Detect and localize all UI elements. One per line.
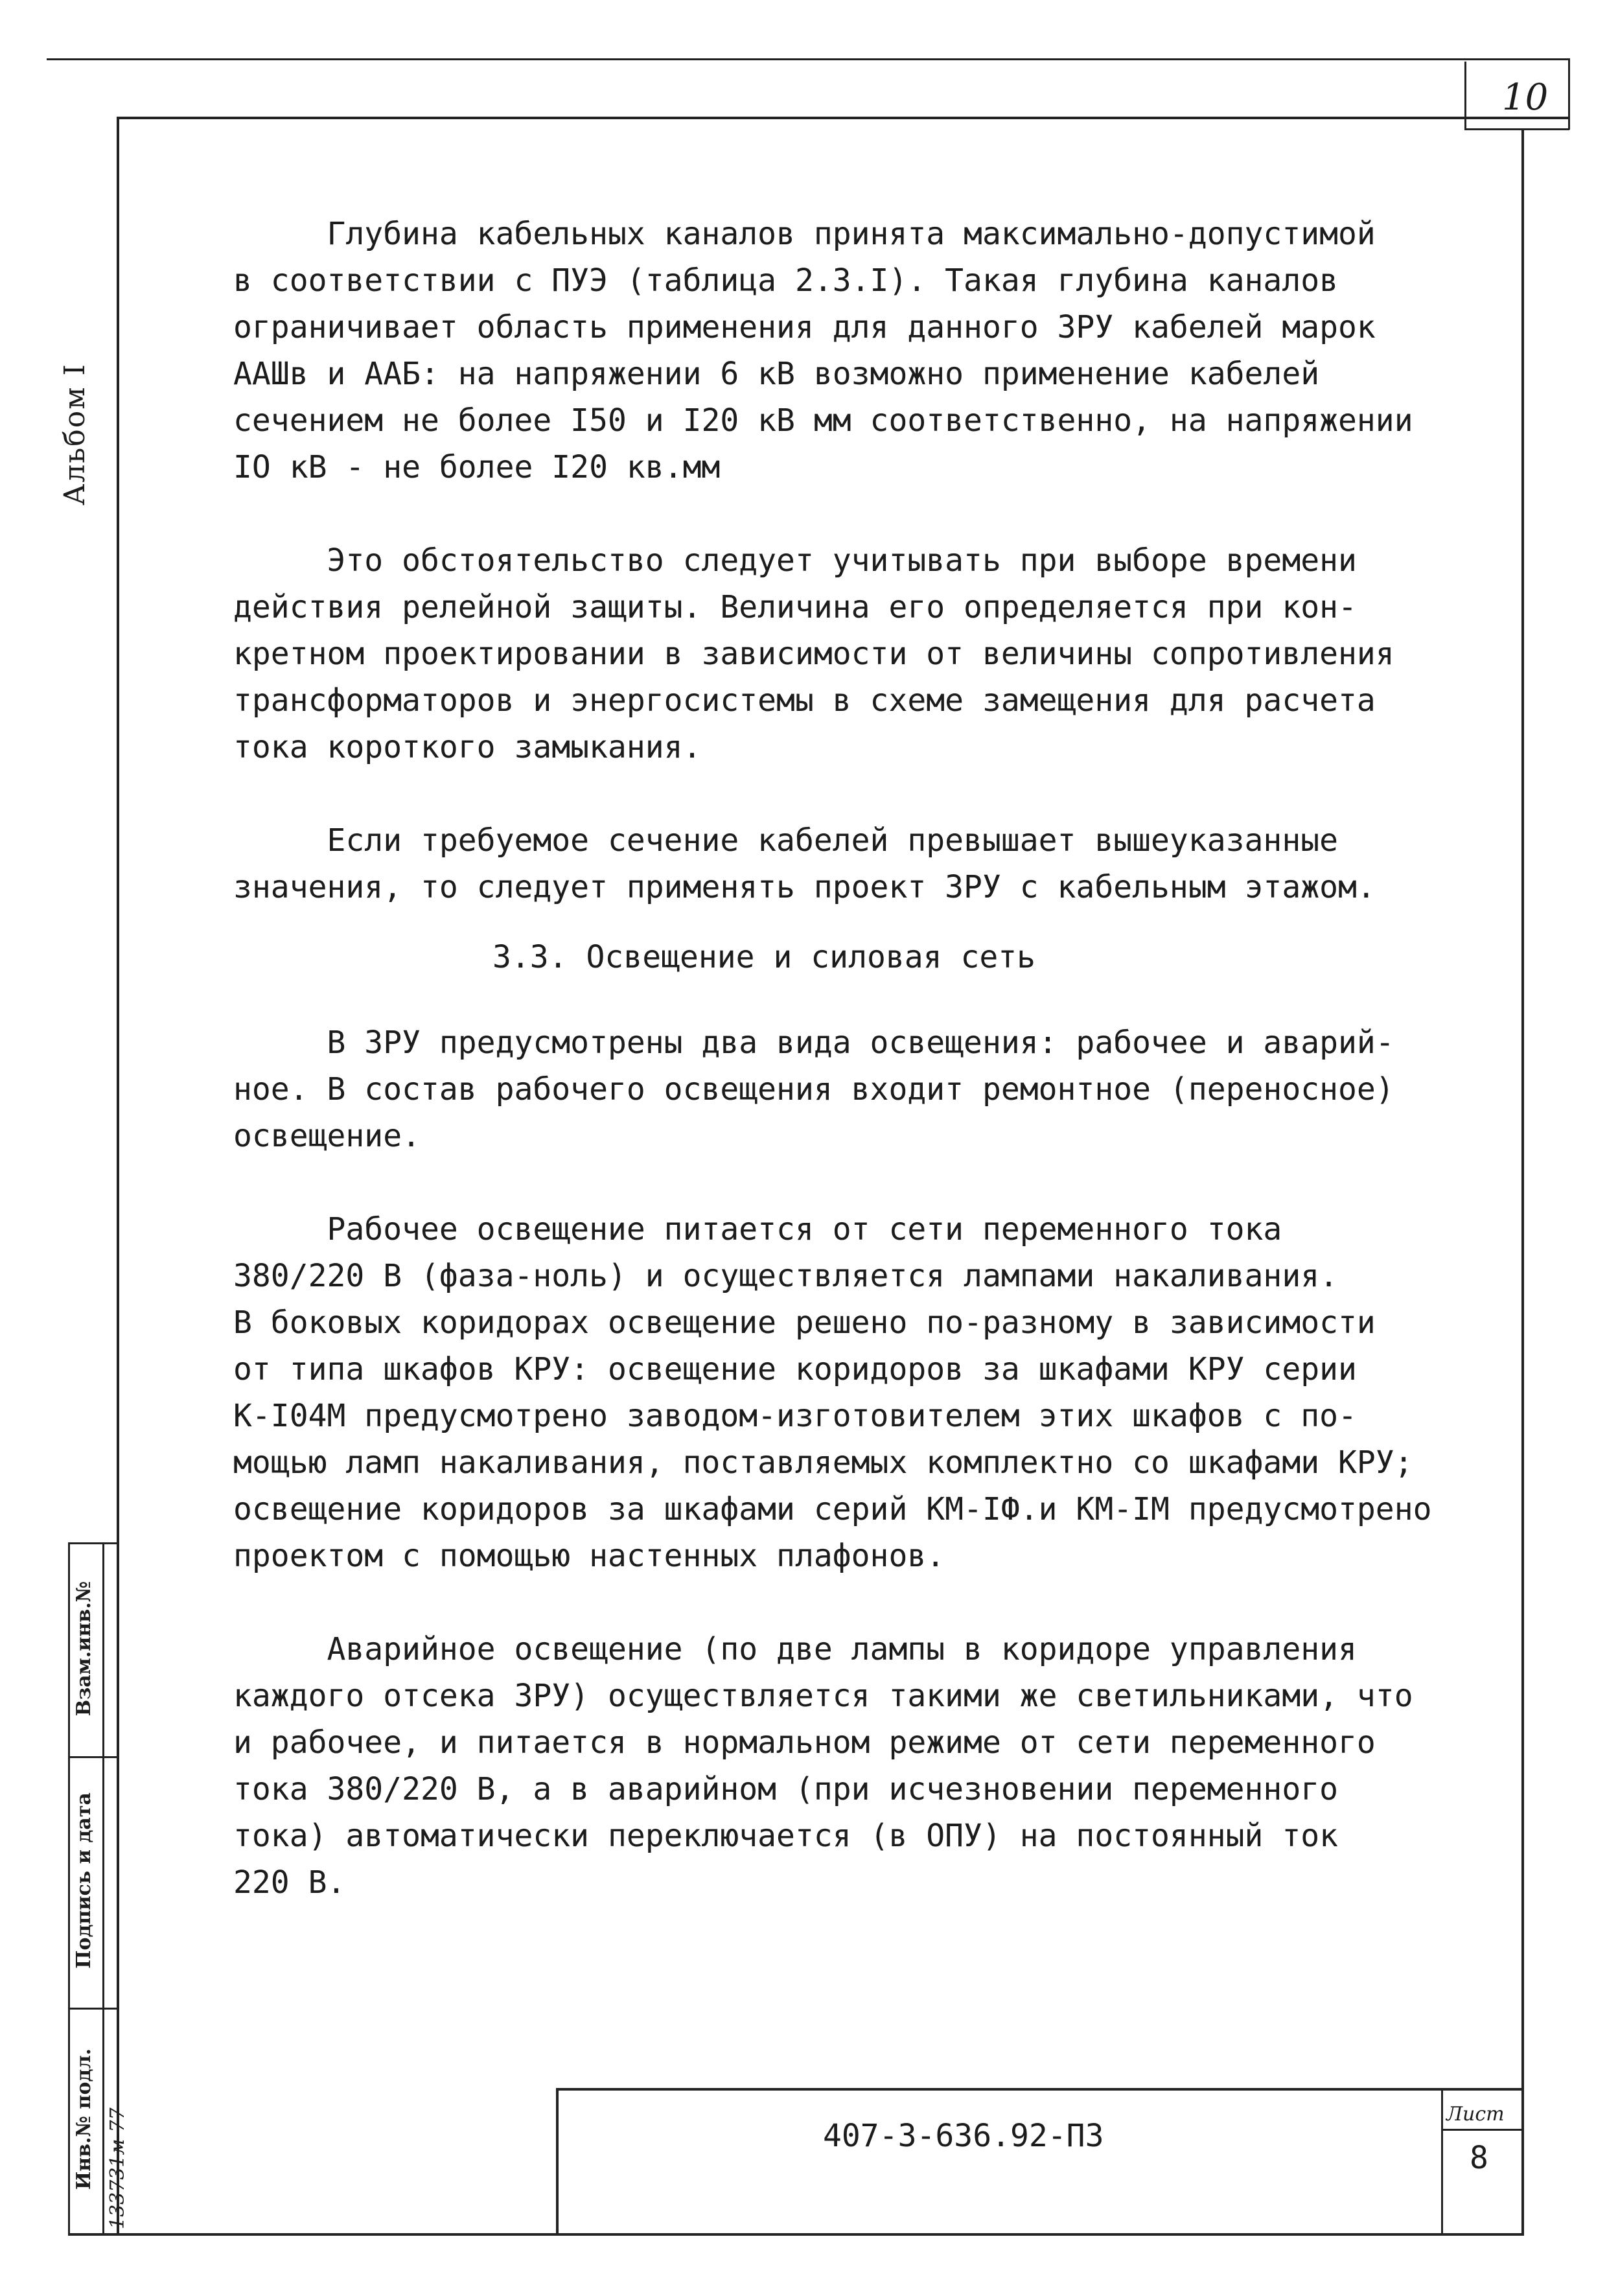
side-cell-1-top — [68, 1542, 119, 1544]
text-line: и рабочее, и питается в нормальном режиме от сети переменного — [233, 1724, 1376, 1761]
stamp-top — [556, 2088, 1524, 2091]
text-line: действия релейной защиты. Величина его определяется при кон- — [233, 589, 1357, 625]
section-heading: 3.3. Освещение и силовая сеть — [492, 939, 1036, 975]
frame-bottom — [68, 2233, 1524, 2236]
paragraph-3 — [233, 817, 1503, 910]
text-line: освещение коридоров за шкафами серий КМ-IФ.и КМ-IМ предусмотрено — [233, 1491, 1432, 1527]
text-line: ограничивает область применения для данного ЗРУ кабелей марок — [233, 309, 1376, 345]
document-code: 407-3-636.92-ПЗ — [823, 2118, 1104, 2154]
text-line: Это обстоятельство следует учитывать при выборе времени — [233, 542, 1357, 579]
frame-right — [1521, 128, 1524, 2234]
text-line: 380/220 В (фаза-ноль) и осуществляется лампами накаливания. — [233, 1258, 1339, 1294]
text-line: 220 В. — [233, 1864, 346, 1901]
frame-left — [117, 117, 119, 2236]
text-line: тока) автоматически переключается (в ОПУ) на постоянный ток — [233, 1818, 1339, 1854]
top-rule — [47, 58, 1569, 60]
side-label-signature-date: Подпись и дата — [73, 1792, 95, 1969]
text-line: К-I04М предусмотрено заводом-изготовителем этих шкафов с по- — [233, 1398, 1357, 1434]
text-line: трансформаторов и энергосистемы в схеме замещения для расчета — [233, 682, 1376, 719]
page-number-box-right — [1568, 58, 1570, 130]
paragraph-2 — [233, 537, 1503, 771]
album-label: Альбом I — [58, 363, 91, 505]
stamp-sheet-label-rule — [1441, 2129, 1524, 2131]
sheet-number: 8 — [1470, 2140, 1488, 2176]
text-line: Аварийное освещение (по две лампы в коридоре управления — [233, 1631, 1357, 1667]
side-label-replaced-inventory: Взам.инв.№ — [73, 1581, 95, 1717]
paragraph-5 — [233, 1206, 1503, 1579]
side-column-left — [68, 1542, 70, 2234]
stamp-left — [556, 2088, 559, 2234]
paragraph-4 — [233, 1019, 1503, 1159]
text-line: IO кВ - не более I20 кв.мм — [233, 449, 721, 485]
text-line: В боковых коридорах освещение решено по-разному в зависимости — [233, 1305, 1376, 1341]
frame-top-right-segment — [1464, 128, 1569, 130]
text-line: мощью ламп накаливания, поставляемых комплектно со шкафами КРУ; — [233, 1444, 1413, 1481]
text-line: значения, то следует применять проект ЗРУ с кабельным этажом. — [233, 869, 1376, 905]
text-line: проектом с помощью настенных плафонов. — [233, 1538, 945, 1574]
page-number: 10 — [1502, 76, 1549, 119]
text-line: ное. В состав рабочего освещения входит ремонтное (переносное) — [233, 1071, 1394, 1107]
paragraph-6 — [233, 1626, 1503, 1906]
text-line: Глубина кабельных каналов принята максимально-допустимой — [233, 216, 1376, 252]
side-column-mid — [102, 1542, 104, 2234]
text-line: каждого отсека ЗРУ) осуществляется такими же светильниками, что — [233, 1678, 1413, 1714]
text-line: от типа шкафов КРУ: освещение коридоров за шкафами КРУ серии — [233, 1351, 1357, 1387]
paragraph-1 — [233, 211, 1503, 491]
text-line: Если требуемое сечение кабелей превышает вышеуказанные — [233, 822, 1339, 859]
stamp-sheet-divider — [1441, 2088, 1443, 2234]
sheet-label: Лист — [1446, 2103, 1505, 2126]
text-line: тока 380/220 В, а в аварийном (при исчезновении переменного — [233, 1771, 1339, 1807]
text-line: кретном проектировании в зависимости от величины сопротивления — [233, 636, 1394, 672]
text-line: тока короткого замыкания. — [233, 729, 702, 765]
text-line: сечением не более I50 и I20 кВ мм соответственно, на напряжении — [233, 402, 1413, 439]
frame-top — [117, 117, 1568, 119]
side-value-inventory: 133731м-77 — [106, 2107, 129, 2229]
text-line: В ЗРУ предусмотрены два вида освещения: рабочее и аварий- — [233, 1025, 1394, 1061]
side-label-inventory-no: Инв.№ подл. — [73, 2048, 95, 2190]
text-line: освещение. — [233, 1118, 421, 1154]
text-line: Рабочее освещение питается от сети переменного тока — [233, 1211, 1282, 1247]
text-line: в соответствии с ПУЭ (таблица 2.3.I). Такая глубина каналов — [233, 262, 1339, 299]
document-body — [233, 211, 1503, 1906]
text-line: ААШв и ААБ: на напряжении 6 кВ возможно применение кабелей — [233, 356, 1320, 392]
page-number-box-left — [1464, 62, 1466, 130]
